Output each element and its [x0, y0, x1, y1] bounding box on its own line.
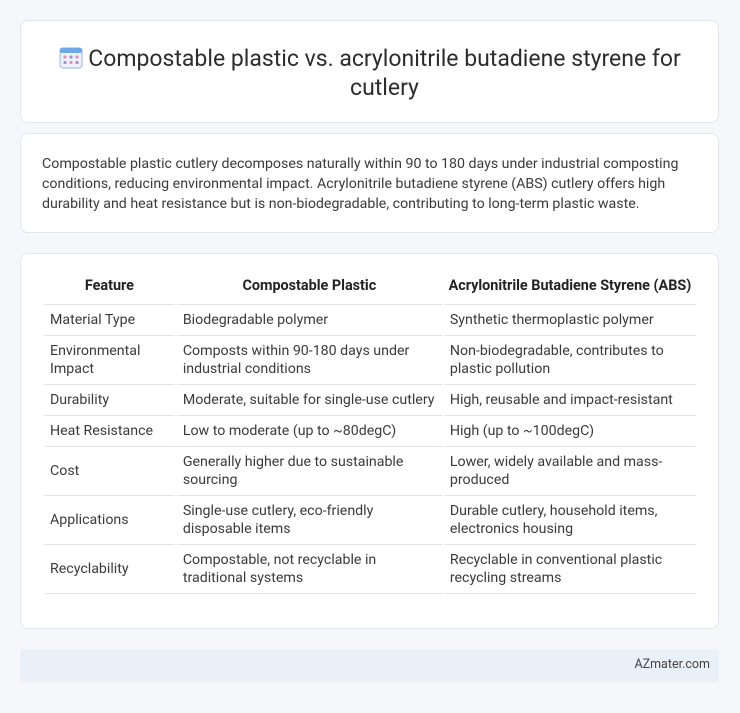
- table-row: [44, 447, 696, 496]
- row-abs-value: High, reusable and impact-resistant: [444, 385, 696, 416]
- row-feature: Material Type: [44, 305, 175, 336]
- row-compostable-value: Moderate, suitable for single-use cutlery: [177, 385, 442, 416]
- summary-text: Compostable plastic cutlery decomposes naturally within 90 to 180 days under industrial composting conditions, reducing environmental impact. Acrylonitrile butadiene styrene (ABS) cutlery offers high durability and heat resistance but is non-biodegradable, contributing to long-term plastic waste.: [42, 156, 679, 212]
- row-compostable-value: Biodegradable polymer: [177, 305, 442, 336]
- row-feature: Applications: [44, 496, 175, 545]
- row-abs-value: Durable cutlery, household items, electronics housing: [444, 496, 696, 545]
- row-compostable-value: Compostable, not recyclable in traditional systems: [177, 545, 442, 594]
- page-title: Compostable plastic vs. acrylonitrile butadiene styrene for cutlery: [88, 45, 681, 101]
- row-abs-value: Recyclable in conventional plastic recycling streams: [444, 545, 696, 594]
- summary-card: [20, 133, 719, 233]
- table-row: [44, 496, 696, 545]
- row-abs-value: Synthetic thermoplastic polymer: [444, 305, 696, 336]
- table-row: [44, 416, 696, 447]
- table-header-row: [44, 275, 696, 305]
- title-card: [20, 20, 719, 123]
- table-row: [44, 545, 696, 594]
- row-feature: Environmental Impact: [44, 336, 175, 385]
- table-row: [44, 336, 696, 385]
- row-feature: Durability: [44, 385, 175, 416]
- row-compostable-value: Composts within 90-180 days under industrial conditions: [177, 336, 442, 385]
- comparison-table: [42, 275, 698, 594]
- row-abs-value: High (up to ~100degC): [444, 416, 696, 447]
- footer: [20, 649, 719, 682]
- comparison-table-card: [20, 253, 719, 629]
- column-header-compostable: Compostable Plastic: [177, 275, 442, 305]
- row-abs-value: Non-biodegradable, contributes to plastic pollution: [444, 336, 696, 385]
- row-abs-value: Lower, widely available and mass-produced: [444, 447, 696, 496]
- footer-brand: AZmater.com: [634, 657, 710, 672]
- column-header-abs: Acrylonitrile Butadiene Styrene (ABS): [444, 275, 696, 305]
- column-header-feature: Feature: [44, 275, 175, 305]
- row-feature: Cost: [44, 447, 175, 496]
- row-compostable-value: Generally higher due to sustainable sourcing: [177, 447, 442, 496]
- row-compostable-value: Low to moderate (up to ~80degC): [177, 416, 442, 447]
- row-feature: Recyclability: [44, 545, 175, 594]
- table-row: [44, 385, 696, 416]
- row-feature: Heat Resistance: [44, 416, 175, 447]
- table-row: [44, 305, 696, 336]
- row-compostable-value: Single-use cutlery, eco-friendly disposable items: [177, 496, 442, 545]
